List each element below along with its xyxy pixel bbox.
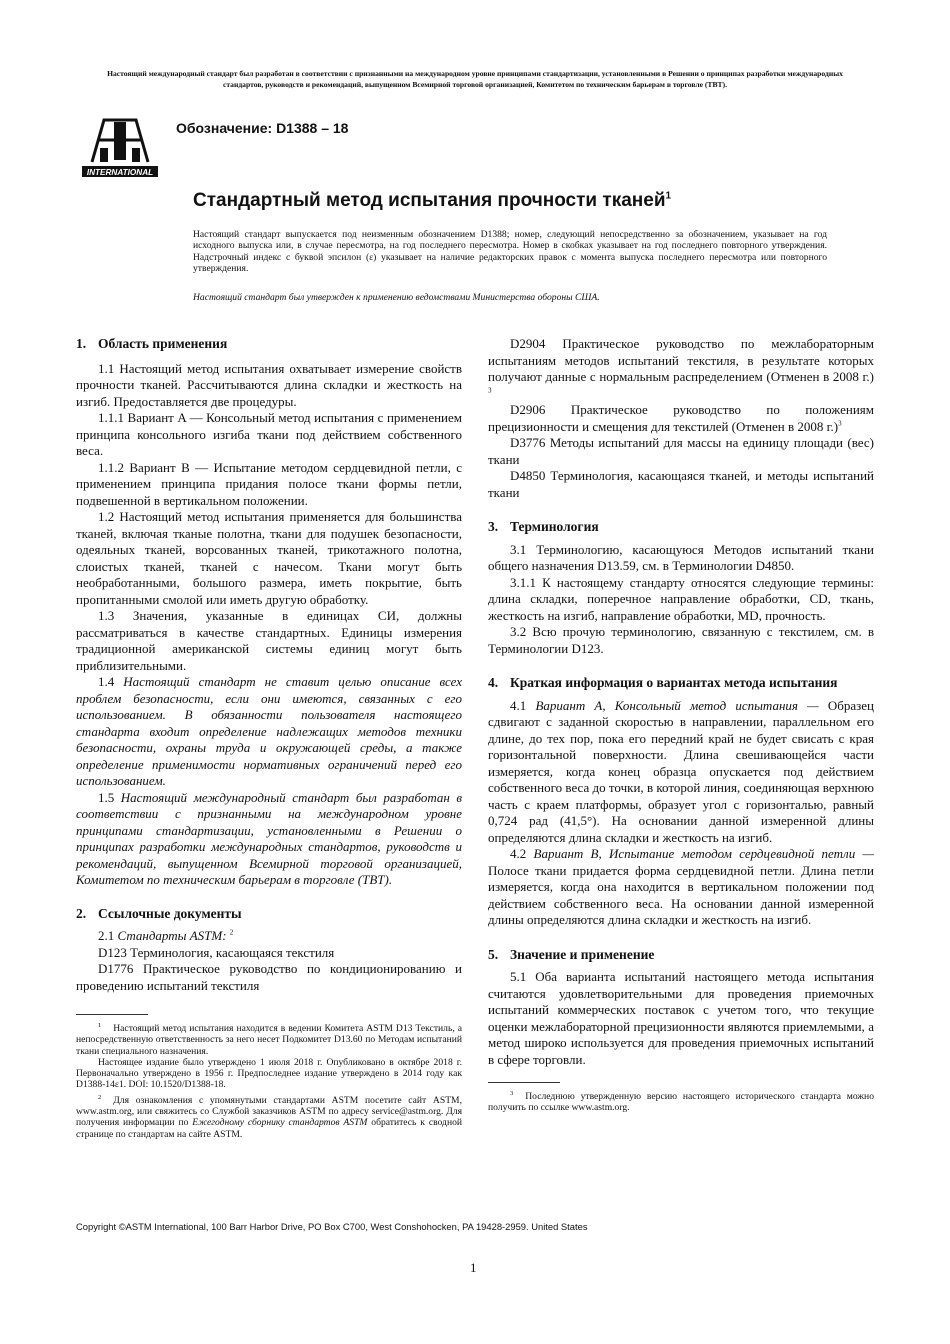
para-1-3: 1.3 Значения, указанные в единицах СИ, должны рассматриваться в качестве стандартных. Единицы измерения традиционной американской системы единиц могут быть приблизительными. <box>76 608 462 673</box>
footnote-2: $^2$ Для ознакомления с упомянутыми стандартами ASTM посетите сайт ASTM, www.astm.org, или свяжитесь со Службой заказчиков ASTM по адресу service@astm.org. Для получения информации по Ежегодному сборнику стандартов ASTM обратитесь к сводной странице по стандартам на сайте ASTM. <box>76 1093 463 1140</box>
footnote-3: $^3$ Последнюю утвержденную версию настоящего исторического стандарта можно получить по ссылке www.astm.org. <box>488 1089 874 1114</box>
section-3-heading: 3. Терминология <box>488 519 599 534</box>
section-2-heading: 2. Ссылочные документы <box>76 905 242 921</box>
para-1-1-1: 1.1.1 Вариант A — Консольный метод испытания с применением принципа консольного изгиба ткани под действием собственного веса. <box>76 410 462 458</box>
ref-d2904: D2904 Практическое руководство по межлабораторным испытаниям методов испытаний текстиля, в результате которых получают данные с нормальным распределением (Отменен в 2008 г.) $^3$ <box>488 336 874 395</box>
para-3-2: 3.2 Всю прочую терминологию, связанную с текстилем, см. в Терминологии D123. <box>488 624 874 656</box>
ref-d4850: D4850 Терминология, касающаяся тканей, и методы испытаний ткани <box>488 468 874 500</box>
issue-note: Настоящий стандарт выпускается под неизменным обозначением D1388; номер, следующий непосредственно за обозначением, указывает на год исходного выпуска или, в случае пересмотра, на год последнего пересмотра. Номер в скобках указывает на год последнего повторного утверждения. Надстрочный индекс с буквой эпсилон (ε) указывает на наличие редакторских правок с момента выпуска последнего пересмотра или повторного утверждения. <box>193 229 827 274</box>
para-5-1: 5.1 Оба варианта испытаний настоящего метода испытания считаются удовлетворительными для проведения приемочных испытаний коммерческих поставок с учетом того, что текущие оценки межлабораторной прецизионности являются приемлемыми, а метод широко используется для проведения приемочных испытаний в сфере торговли. <box>488 969 874 1067</box>
para-1-1: 1.1 Настоящий метод испытания охватывает измерение свойств прочности тканей. Рассчитываются длина складки и жесткость на изгиб. Предоставляется две процедуры. <box>76 360 462 409</box>
ref-d2906: D2906 Практическое руководство по положениям прецизионности и смещения для текстилей (Отменен в 2008 г.)$^3$ <box>488 402 874 434</box>
section-5-heading: 5. Значение и применение <box>488 946 655 962</box>
designation: Обозначение: D1388 – 18 <box>176 120 349 136</box>
page-number: 1 <box>470 1260 477 1275</box>
ref-d3776: D3776 Методы испытаний для массы на единицу площади (вес) ткани <box>488 435 874 467</box>
section-4-heading: 4. Краткая информация о вариантах метода испытания <box>488 675 838 690</box>
footnote-1-b: Настоящее издание было утверждено 1 июля 2018 г. Опубликовано в октябре 2018 г. Первоначально утверждено в 1956 г. Предпоследнее издание утверждено в 2014 году как D1388-14ε1. DOI: 10.1520/D1388-18. <box>76 1056 462 1091</box>
ref-d1776: D1776 Практическое руководство по кондиционированию и проведению испытаний текстиля <box>76 961 462 993</box>
title-text: Стандартный метод испытания прочности тканей <box>193 190 666 211</box>
top-notice: Настоящий международный стандарт был разработан в соответствии с признанными на международном уровне принципами стандартизации, установленными в Решении о принципах разработки международных стандартов, руководств и рекомендаций, выпущенном Всемирной торговой организацией, Комитетом по техническим барьерам в торговле (TBT). <box>107 69 843 89</box>
right-column <box>488 336 874 1114</box>
para-2-1: 2.1 Стандарты ASTM: $^2$ <box>98 928 234 943</box>
logo-text: INTERNATIONAL <box>86 168 154 177</box>
para-1-5: 1.5 Настоящий международный стандарт был разработан в соответствии с признанными на международном уровне принципами стандартизации, установленными в Решении о принципах разработки международных стандартов, руководств и рекомендаций, выпущенном Всемирной торговой организацией, Комитетом по техническим барьерам в торговле (TBT). <box>76 789 463 887</box>
para-4-2: 4.2 Вариант B, Испытание методом сердцевидной петли — Полосе ткани придается форма сердцевидной петли. Длина петли измеряется, когда она находится в вертикальном положении под действием собственного веса. На основании данной измеренной длины определяются длина складки и жесткость на изгиб. <box>488 846 875 927</box>
approval-note: Настоящий стандарт был утвержден к применению ведомствами Министерства обороны США. <box>193 292 600 303</box>
footnote-1: $^1$ Настоящий метод испытания находится в ведении Комитета ASTM D13 Текстиль, а непосредственную ответственность за него несет Подкомитет D13.60 по Методам испытаний ткани специального назначения. <box>76 1021 462 1057</box>
title-footnote-mark: 1 <box>665 190 672 202</box>
section-1-heading: 1. Область применения <box>76 336 228 351</box>
left-column <box>76 336 462 1140</box>
para-3-1-1: 3.1.1 К настоящему стандарту относятся следующие термины: длина складки, поперечное направление обработки, CD, ткань, жесткость на изгиб, направление обработки, MD, прочность. <box>488 574 874 623</box>
astm-logo <box>78 110 162 184</box>
para-1-2: 1.2 Настоящий метод испытания применяется для большинства тканей, включая тканые полотна, ткани для подушек безопасности, одеяльных тканей, ворсованных тканей, трикотажного полотна, слоистых тканей, тканей с начесом. Ткани могут быть необработанными, большого размера, иметь покрытие, быть пропитанными смолой или иметь другую обработку. <box>76 509 462 607</box>
para-3-1: 3.1 Терминологию, касающуюся Методов испытаний ткани общего назначения D13.59, см. в Терминологии D4850. <box>488 541 874 573</box>
copyright-line: Copyright ©ASTM International, 100 Barr Harbor Drive, PO Box C700, West Conshohocken, PA 19428-2959. United States <box>76 1221 588 1232</box>
para-4-1: 4.1 Вариант A, Консольный метод испытания — Образец сдвигают с заданной скоростью в направлении, параллельном его длине, до тех пор, пока его передний край не будет свисать с края горизонтальной поверхности. Длина свешивающейся части измеряется, когда конец образца опускается под действием собственного веса до точки, в которой линия, соединяющая верхнюю часть с краем платформы, образует угол с горизонталью, равный 0,724 рад (41,5°). На основании данной измеренной длины определяются длина складки и жесткость на изгиб. <box>488 697 875 845</box>
para-1-4: 1.4 Настоящий стандарт не ставит целью описание всех проблем безопасности, если они имеются, связанных с его использованием. В обязанности пользователя настоящего стандарта входит определение надлежащих методов техники безопасности, охраны труда и окружающей среды, а также определение применимости нормативных ограничений перед его использованием. <box>76 674 462 788</box>
para-1-1-2: 1.1.2 Вариант B — Испытание методом сердцевидной петли, с применением принципа придания полосе ткани формы петли, подвешенной в вертикальном положении. <box>76 459 462 508</box>
ref-d123: D123 Терминология, касающаяся текстиля <box>98 944 335 960</box>
document-title <box>193 190 671 212</box>
